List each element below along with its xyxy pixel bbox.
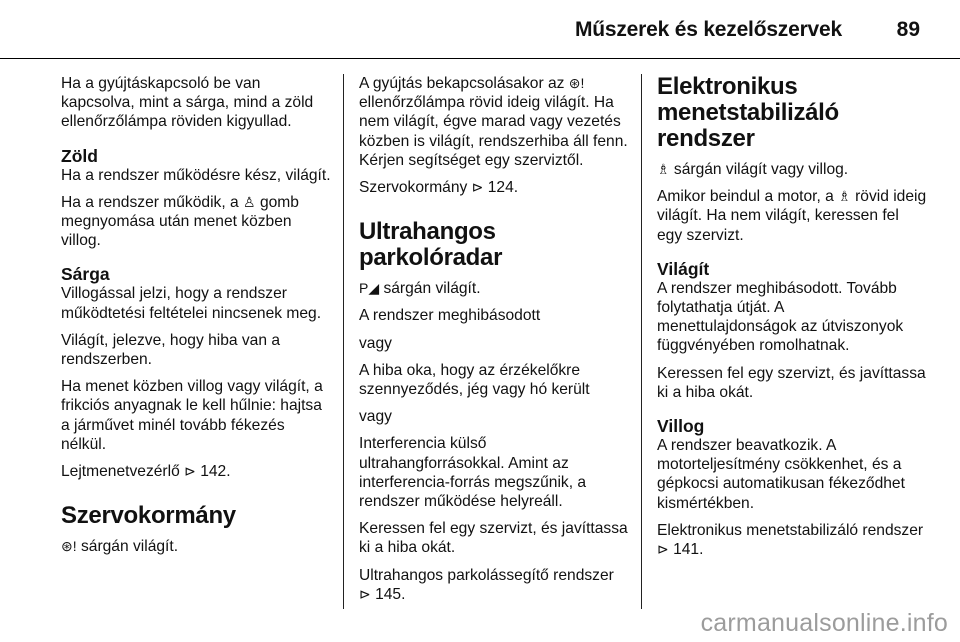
page-number: 89 — [896, 18, 920, 41]
steer-reference — [359, 178, 629, 197]
page-ref-arrow-icon: ⊳ — [359, 585, 371, 602]
column-3 — [657, 74, 927, 567]
park-ref-label: Ultrahangos parkolássegítő rendszer — [359, 566, 614, 584]
steering-warning-icon: ⊛! — [568, 75, 585, 91]
green-text-2 — [61, 193, 331, 251]
esc-warning-icon: ♗ — [838, 188, 851, 205]
blink-text-1: A rendszer beavatkozik. A motorteljesítmény csökkenhet, és a gépkocsi automatikusan fékeződhet kismértékben. — [657, 437, 905, 512]
esc-warning-icon: ♗ — [657, 161, 670, 177]
page-ref-arrow-icon: ⊳ — [184, 463, 196, 480]
lit-text-1: A rendszer meghibásodott. Tovább folytathatja útját. A menettulajdonságok az útviszonyok függvényében romolhatnak. — [657, 279, 904, 355]
green-text-2-a: Ha a rendszer működik, a — [61, 193, 239, 211]
steer-p1-a: A gyújtás bekapcsolásakor az — [359, 75, 565, 92]
column-divider-1 — [343, 74, 344, 609]
intro-paragraph: Ha a gyújtáskapcsoló be van kapcsolva, mint a sárga, mind a zöld ellenőrzőlámpa röviden kigyullad. — [61, 75, 314, 131]
park-p1: A rendszer meghibásodott — [359, 307, 541, 325]
esc-ref-label: Elektronikus menetstabilizáló rendszer — [657, 521, 924, 539]
esc-heading: Elektronikus menetstabilizáló rendszer — [657, 73, 839, 152]
esc-reference — [657, 521, 927, 559]
power-steering-heading: Szervokormány — [61, 502, 236, 530]
park-text — [359, 279, 629, 298]
ref-label: Lejtmenetvezérlő — [61, 463, 180, 481]
green-heading: Zöld — [61, 145, 98, 166]
esc-button-icon: ♙ — [243, 193, 256, 210]
power-steering-text — [61, 537, 331, 556]
green-text-1: Ha a rendszer működésre kész, világít. — [61, 166, 331, 184]
esc-ref-page: 141. — [673, 541, 704, 559]
yellow-text-3: Ha menet közben villog vagy világít, a frikciós anyagnak le kell hűlnie: hajtsa a járművet minél tovább fékezés nélkül. — [61, 378, 323, 453]
park-or-2: vagy — [359, 408, 392, 426]
hill-descent-reference — [61, 462, 331, 481]
page-ref-arrow-icon: ⊳ — [657, 541, 669, 558]
lit-text-2: Keressen fel egy szervizt, és javíttassa ki a hiba okát. — [657, 364, 926, 401]
column-divider-2 — [641, 74, 642, 609]
ref-page: 142. — [200, 463, 231, 481]
esc-text-1-label: sárgán világít vagy villog. — [673, 161, 849, 178]
esc-text-1 — [657, 160, 927, 179]
page-title: Műszerek és kezelőszervek — [574, 18, 842, 41]
park-p3: Interferencia külső ultrahangforrásokkal. Amint az interferencia-forrás megszűnik, a rendszer működése helyreáll. — [359, 435, 587, 511]
lit-heading: Világít — [657, 258, 710, 279]
esc-text-2-a: Amikor beindul a motor, a — [657, 188, 834, 206]
steer-paragraph-1 — [359, 74, 629, 170]
header-rule — [0, 58, 960, 59]
page-ref-arrow-icon: ⊳ — [471, 179, 484, 196]
park-ref-page: 145. — [375, 585, 406, 603]
steer-text: sárgán világít. — [80, 538, 179, 556]
steer-ref-page: 124. — [487, 179, 519, 197]
steer-p1-b: ellenőrzőlámpa rövid ideig világít. Ha nem világít, égve marad vagy vezetés közben is világít, rendszerhiba áll fenn. Kérjen segítséget egy szerviztől. — [359, 94, 628, 169]
watermark: carmanualsonline.info — [700, 609, 948, 637]
parking-sensor-icon: P◢ — [359, 280, 380, 297]
park-p4: Keressen fel egy szervizt, és javíttassa ki a hiba okát. — [359, 520, 628, 557]
column-2 — [359, 74, 629, 612]
steering-warning-icon: ⊛! — [61, 538, 77, 555]
yellow-text-1: Villogással jelzi, hogy a rendszer működtetési feltételei nincsenek meg. — [61, 285, 322, 322]
yellow-text-2: Világít, jelezve, hogy hiba van a rendszerben. — [61, 331, 281, 369]
yellow-heading: Sárga — [61, 264, 110, 285]
park-or-1: vagy — [359, 334, 392, 352]
park-text-label: sárgán világít. — [383, 280, 481, 298]
park-p2: A hiba oka, hogy az érzékelőkre szennyeződés, jég vagy hó került — [359, 361, 590, 399]
steer-ref-label: Szervokormány — [359, 179, 468, 197]
page-header — [0, 0, 960, 60]
blink-heading: Villog — [657, 416, 705, 437]
green-text-2-b: gomb megnyomása után menet közben villog. — [61, 193, 299, 250]
esc-text-2-b: rövid ideig világít. Ha nem világít, keressen fel egy szervizt. — [657, 188, 927, 244]
esc-text-2 — [657, 187, 927, 245]
parking-radar-heading: Ultrahangos parkolóradar — [359, 218, 503, 272]
column-1 — [61, 74, 331, 564]
park-reference — [359, 566, 629, 604]
